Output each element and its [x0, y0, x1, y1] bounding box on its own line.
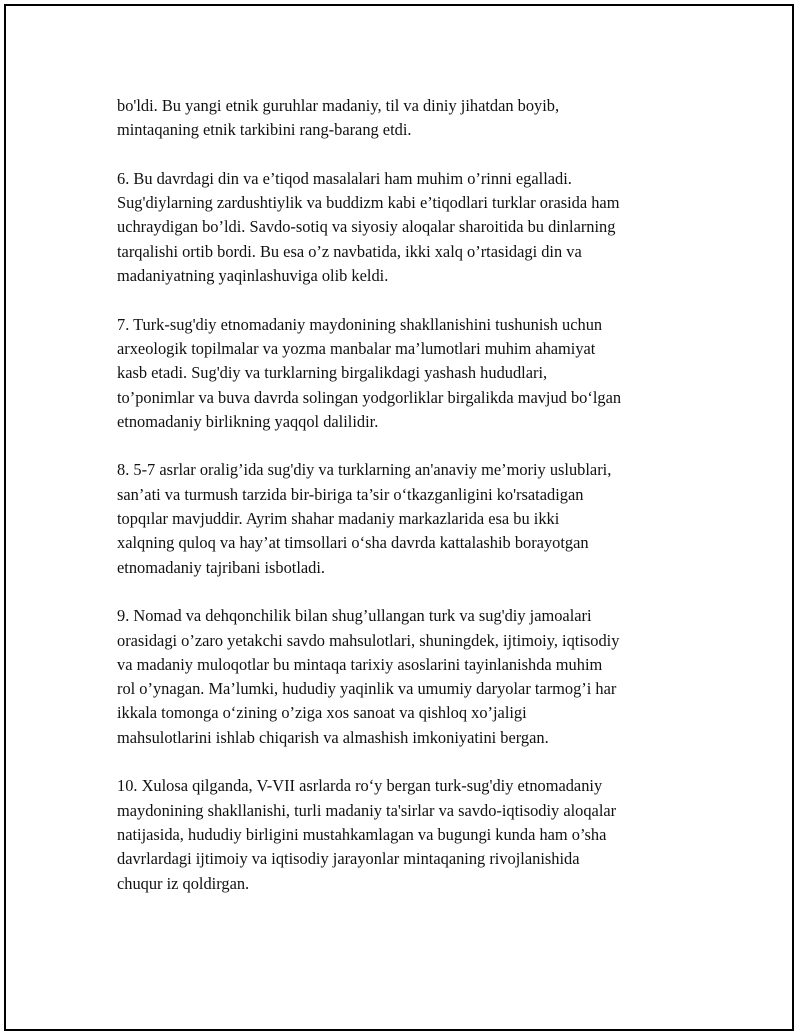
document-body [117, 94, 697, 920]
text-line: 8. 5-7 asrlar oralig’ida sug'diy va turklarning an'anaviy me’moriy uslublari, [117, 460, 612, 480]
text-line: orasidagi o’zaro yetakchi savdo mahsulotlari, shuningdek, ijtimoiy, iqtisodiy [117, 630, 620, 650]
text-line: davrlardagi ijtimoiy va iqtisodiy jarayonlar mintaqaning rivojlanishida [117, 849, 580, 869]
text-line: tarqalishi ortib bordi. Bu esa o’z navbatida, ikki xalq o’rtasidagi din va [117, 241, 582, 261]
paragraph-8 [117, 458, 697, 579]
text-line: uchraydigan bo’ldi. Savdo-sotiq va siyosiy aloqalar sharoitida bu dinlarning [117, 217, 616, 237]
text-line: natijasida, hududiy birligini mustahkamlagan va bugungi kunda ham o’sha [117, 824, 607, 844]
text-line: 7. Turk-sug'diy etnomadaniy maydonining shakllanishini tushunish uchun [117, 314, 603, 334]
text-line: mintaqaning etnik tarkibini rang-barang etdi. [117, 120, 412, 140]
paragraph-9 [117, 604, 697, 750]
text-line: madaniyatning yaqinlashuviga olib keldi. [117, 266, 389, 286]
text-line: to’ponimlar va buva davrda solingan yodgorliklar birgalikda mavjud bo‘lgan [117, 387, 622, 407]
text-line: chuqur iz qoldirgan. [117, 873, 250, 893]
text-line: topqılar mavjuddir. Ayrim shahar madaniy markazlarida esa bu ikki [117, 509, 560, 529]
text-line: bo'ldi. Bu yangi etnik guruhlar madaniy, til va diniy jihatdan boyib, [117, 96, 560, 115]
text-line: san’ati va turmush tarzida bir-biriga ta’sir o‘tkazganligini ko'rsatadigan [117, 484, 584, 504]
paragraph-continuation [117, 94, 697, 143]
text-line: mahsulotlarini ishlab chiqarish va almashish imkoniyatini bergan. [117, 727, 549, 747]
paragraph-10 [117, 774, 697, 895]
text-line: va madaniy muloqotlar bu mintaqa tarixiy asoslarini tayinlanishda muhim [117, 654, 603, 674]
paragraph-7 [117, 313, 697, 434]
text-line: etnomadaniy birlikning yaqqol dalilidir. [117, 411, 379, 431]
text-line: 9. Nomad va dehqonchilik bilan shug’ullangan turk va sug'diy jamoalari [117, 606, 592, 626]
text-line: 6. Bu davrdagi din va e’tiqod masalalari ham muhim o’rinni egalladi. [117, 168, 572, 188]
text-line: maydonining shakllanishi, turli madaniy ta'sirlar va savdo-iqtisodiy aloqalar [117, 800, 617, 820]
text-line: arxeologik topilmalar va yozma manbalar ma’lumotlari muhim ahamiyat [117, 338, 596, 358]
text-line: ikkala tomonga o‘zining o’ziga xos sanoat va qishloq xo’jaligi [117, 703, 527, 723]
text-line: 10. Xulosa qilganda, V-VII asrlarda ro‘y bergan turk-sug'diy etnomadaniy [117, 776, 603, 796]
text-line: rol o’ynagan. Ma’lumki, hududiy yaqinlik va umumiy daryolar tarmog’i har [117, 679, 617, 699]
paragraph-6 [117, 167, 697, 288]
text-line: Sug'diylarning zardushtiylik va buddizm kabi e’tiqodlari turklar orasida ham [117, 193, 620, 213]
text-line: kasb etadi. Sug'diy va turklarning birgalikdagi yashash hududlari, [117, 363, 548, 383]
text-line: xalqning quloq va hay’at timsollari o‘sha davrda kattalashib borayotgan [117, 533, 589, 553]
text-line: etnomadaniy tajribani isbotladi. [117, 557, 326, 577]
